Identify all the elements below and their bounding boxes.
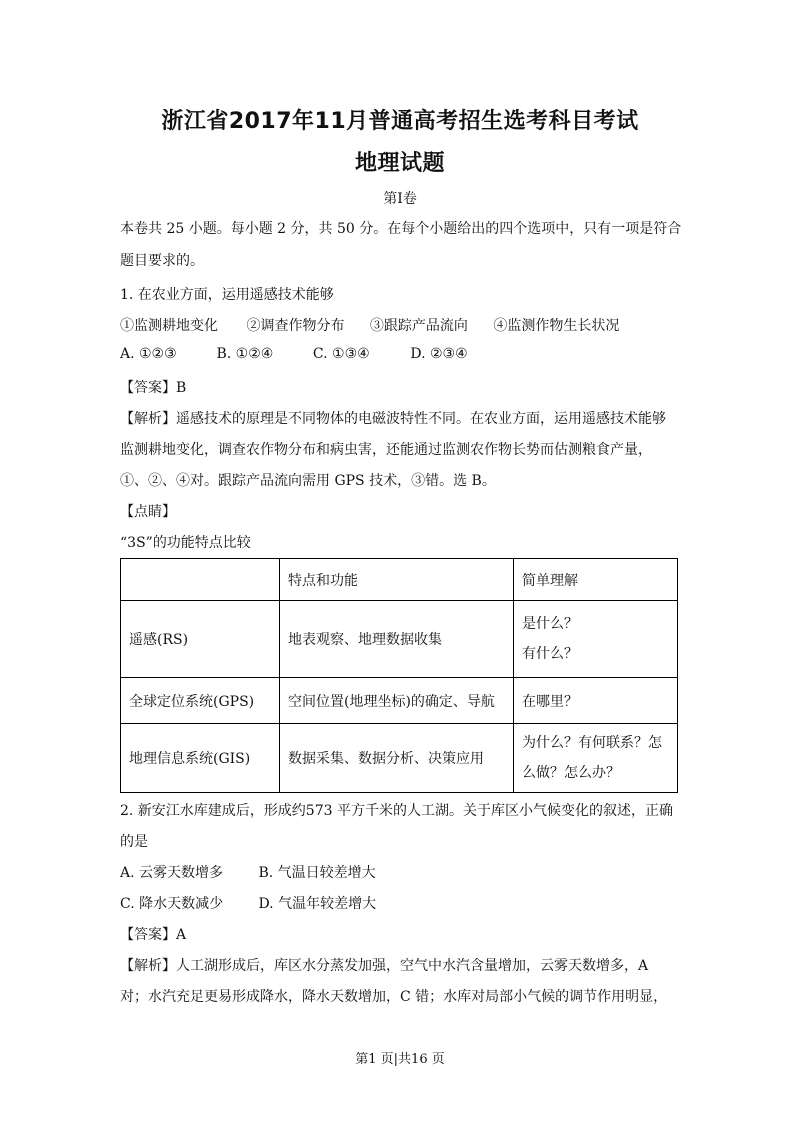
table-cell-line: 是什么？ [522, 616, 578, 632]
q1-analysis-2: 监测耕地变化，调查农作物分布和病虫害，还能通过监测农作物长势而估测粮食产量， [120, 442, 652, 458]
q1-choice-a: A. ①②③ [120, 346, 177, 362]
table-cell-line: 么做？怎么办？ [522, 765, 620, 781]
volume-label: 第Ⅰ卷 [383, 191, 417, 207]
q2-stem-2: 的是 [120, 834, 148, 850]
exam-title: 浙江省2017年11月普通高考招生选考科目考试 [161, 109, 639, 134]
table-cell: 数据采集、数据分析、决策应用 [280, 724, 514, 793]
q1-choices [120, 346, 468, 362]
q1-choice-d: D. ②③④ [410, 346, 468, 362]
table-row [121, 678, 678, 724]
q2-answer: 【答案】A [120, 927, 187, 943]
q1-analysis-1: 【解析】遥感技术的原理是不同物体的电磁波特性不同。在农业方面，运用遥感技术能够 [120, 411, 666, 427]
q2-analysis-1: 【解析】人工湖形成后，库区水分蒸发加强，空气中水汽含量增加，云雾天数增多，A [120, 958, 649, 974]
table-row [121, 724, 678, 793]
table-cell-line: 为什么？有何联系？怎 [522, 735, 662, 751]
q2-choice-b: B. 气温日较差增大 [258, 865, 376, 881]
table-cell: 在哪里？ [514, 678, 678, 724]
q2-stem-1: 2. 新安江水库建成后，形成约573 平方千米的人工湖。关于库区小气候变化的叙述，正确 [120, 803, 673, 819]
q1-analysis-3: ①、②、④对。跟踪产品流向需用 GPS 技术，③错。选 B。 [120, 473, 496, 489]
intro-line-2: 题目要求的。 [120, 253, 204, 269]
q1-items [120, 315, 619, 335]
q1-item-3: ③跟踪产品流向 [369, 318, 468, 334]
table-cell: 地理信息系统(GIS) [121, 724, 280, 793]
q1-choice-c: C. ①③④ [312, 346, 370, 362]
page-footer: 第1 页|共16 页 [355, 1052, 445, 1067]
q2-analysis-2: 对；水汽充足更易形成降水，降水天数增加，C 错；水库对局部小气候的调节作用明显， [120, 989, 668, 1005]
table-header-cell [121, 559, 280, 601]
table-caption: “3S”的功能特点比较 [120, 535, 251, 551]
q1-tip: 【点睛】 [120, 504, 176, 520]
table-cell: 地表观察、地理数据收集 [280, 601, 514, 678]
q2-choice-a: A. 云雾天数增多 [120, 865, 224, 881]
exam-subtitle: 地理试题 [354, 151, 445, 176]
q1-answer: 【答案】B [120, 380, 187, 396]
table-header-cell: 简单理解 [514, 559, 678, 601]
table-header-cell: 特点和功能 [280, 559, 514, 601]
q1-item-1: ①监测耕地变化 [120, 318, 218, 334]
table-row [121, 601, 678, 678]
table-cell [514, 724, 678, 793]
q1-item-2: ②调查作物分布 [246, 318, 345, 334]
q2-choice-c: C. 降水天数减少 [120, 896, 224, 912]
table-cell: 全球定位系统(GPS) [121, 678, 280, 724]
q2-choice-d: D. 气温年较差增大 [258, 896, 377, 912]
table-cell: 空间位置(地理坐标)的确定、导航 [280, 678, 514, 724]
q1-stem: 1. 在农业方面，运用遥感技术能够 [120, 287, 334, 303]
table-cell-line: 有什么？ [522, 646, 578, 662]
comparison-table [120, 558, 678, 793]
q1-item-4: ④监测作物生长状况 [493, 318, 620, 334]
q2-choices-row-1 [120, 862, 376, 882]
intro-line-1: 本卷共 25 小题。每小题 2 分，共 50 分。在每个小题给出的四个选项中，只有一项是符合 [120, 221, 682, 237]
table-cell: 遥感(RS) [121, 601, 280, 678]
table-cell [514, 601, 678, 678]
q2-choices-row-2 [120, 893, 376, 913]
table-header-row [121, 559, 678, 601]
q1-choice-b: B. ①②④ [216, 346, 274, 362]
